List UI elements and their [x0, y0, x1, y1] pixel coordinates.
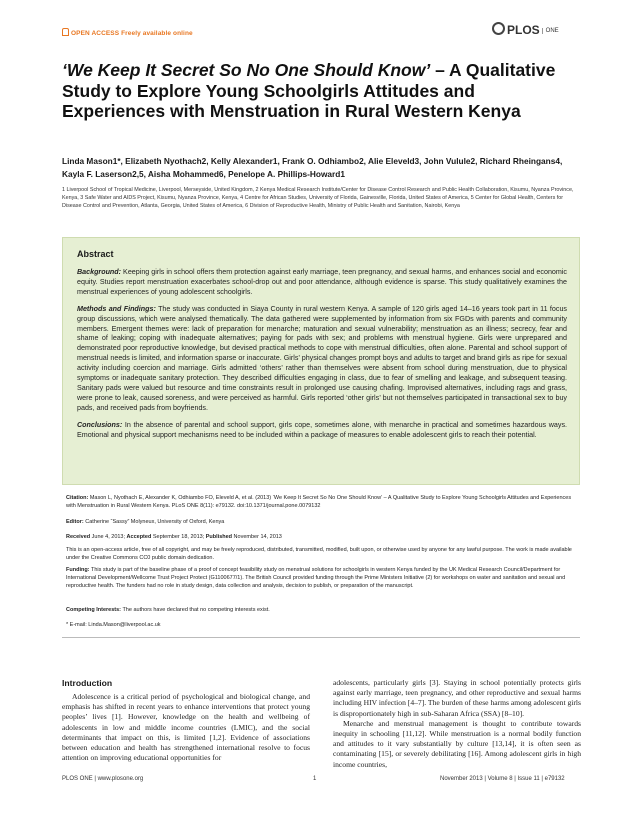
received-date: June 4, 2013; [90, 534, 127, 540]
abstract-conclusions [77, 421, 567, 441]
citation-label: Citation: [66, 495, 89, 501]
author-list: Linda Mason1*, Elizabeth Nyothach2, Kelly Alexander1, Frank O. Odhiambo2, Alie Eleveld3, John Vulule2, Richard Rheingans4, Kayla F. Laserson2,5, Aisha Mohammed6, Penelope A. Phillips-Howard1 [62, 156, 563, 179]
competing-text: The authors have declared that no competing interests exist. [121, 607, 270, 613]
funding-text: This study is part of the baseline phase of a proof of concept feasibility study on menstrual solutions for schoolgirls in western Kenya funded by the UK Medical Research Council/Department for International Development/Wellcome Trust Project Protect (G1100677/1). The British Council provided funding through the Prime Ministers Initiative (2) for workshops on water and sanitation and sexual and reproductive health. The funders had no role in study design, data collection and analysis, decision to publish, or preparation of the manuscript. [66, 567, 566, 589]
published-date: November 14, 2013 [232, 534, 282, 540]
corresponding-email[interactable]: * E-mail: Linda.Mason@liverpool.ac.uk [66, 622, 161, 628]
abstract-methods [77, 305, 567, 414]
logo-sub: ONE [542, 28, 559, 34]
editor-label: Editor: [66, 519, 84, 525]
background-text: Keeping girls in school offers them protection against early marriage, teen pregnancy, and sexual harms, and enhances social and economic equity. Studies report menstruation exacerbates school-drop out and poor attendance, although evidence is sparse. This study qualitatively examines the menstrual experiences of young adolescent schoolgirls. [77, 268, 567, 296]
intro-paragraph: Adolescence is a critical period of psychological and biological change, and emphasis has shifted in recent years to enhance interventions that protect young peoples’ lives [1]. However, knowledge on the health and wellbeing of adolescents in low and middle income countries (LMIC), and the social determinants that impact on this, is limited [1,2]. Evidence of associations between education and health has strengthened international resolve to focus attention on improving educational opportunities for [62, 692, 310, 763]
methods-label: Methods and Findings: [77, 304, 156, 313]
plos-ring-icon [492, 22, 505, 35]
conclusions-label: Conclusions: [77, 420, 123, 429]
open-lock-icon [62, 28, 69, 36]
footer-issue-info: November 2013 | Volume 8 | Issue 11 | e79132 [440, 776, 565, 782]
editor-text: Catherine “Sassy” Molyneux, University of Oxford, Kenya [83, 519, 225, 525]
intro-paragraph: Menarche and menstrual management is thought to contribute towards inequity in schooling [11,12]. While menstruation is a normal bodily function and attitudes to it vary substantially by culture [13,14], it is often seen as contaminating [15], or severely debilitating [16]. Among adolescent girls in high income countries, [333, 718, 581, 769]
abstract-body [77, 268, 567, 448]
intro-left-column [62, 692, 310, 763]
article-title [62, 60, 572, 122]
abstract-heading: Abstract [77, 249, 114, 259]
abstract-box [62, 237, 580, 485]
funding [66, 566, 578, 590]
citation [66, 494, 578, 510]
footer-page-number: 1 [313, 776, 317, 782]
competing-label: Competing Interests: [66, 607, 122, 613]
methods-text: The study was conducted in Siaya County in rural western Kenya. A sample of 120 girls aged 14–16 years took part in 11 focus group discussions, which were analysed thematically. The data gathered were supplemented by information from six FGDs with parents and community members. Emergent themes were: lack of preparation for menarche; maturation and sexual vulnerability; menstruation as an illness; secrecy, fear and shame of leaking; coping with inadequate alternatives; paying for pads with sex; and problems with menstrual hygiene. Girls were unprepared and demonstrated poor reproductive knowledge, but devised practical methods to cope with menstrual difficulties, often alone. Parental and school support of menstrual needs is limited, and information sparse or inaccurate. Girls’ physical changes prompt boys and adults to target and brand girls as ripe for sexual activity including coercion and marriage. Girls admitted ‘others’ rather than themselves were absent from school during menstruation, due to physical symptoms or inadequate sanitary protection. They described difficulties engaging in class, due to fear of smelling and leakage, and subsequent teasing. Sanitary pads were valued but resource and time constraints result in prolonged use causing chafing. Improvised alternatives, including rags and grass, were prone to leak, caused soreness, and were perceived as harmful. Girls reported ‘other girls’ but not themselves participated in transactional sex to buy pads, and received pads from boyfriends. [77, 304, 567, 412]
title-italic: ‘We Keep It Secret So No One Should Know’ [62, 60, 431, 80]
plos-logo [492, 22, 559, 37]
abstract-background [77, 268, 567, 298]
intro-paragraph: adolescents, particularly girls [3]. Staying in school potentially protects girls against early marriage, teen pregnancy, and other reproductive and sexual harms including HIV infection [4–7]. The burden of these harms among adolescent girls is disproportionately high in sub-Saharan Africa (SSA) [8–10]. [333, 678, 581, 718]
citation-text: Mason L, Nyothach E, Alexander K, Odhiambo FO, Eleveld A, et al. (2013) ‘We Keep It Secret So No One Should Know’ – A Qualitative Study to Explore Young Schoolgirls Attitudes and Experiences with Menstruation in Rural Western Kenya. PLoS ONE 8(11): e79132. doi:10.1371/journal.pone.0079132 [66, 495, 572, 509]
affiliations: 1 Liverpool School of Tropical Medicine, Liverpool, Merseyside, United Kingdom, 2 Kenya Medical Research Institute/Center for Disease Control Research and Public Health Collaboration, Kisumu, Nyanza Province, Kenya, 3 Safe Water and AIDS Project, Kisumu, Nyanza Province, Kenya, 4 Centre for African Studies, University of Florida, Gainesville, Florida, United States of America, 5 Center for Global Health, Centers for Disease Control and Prevention, Atlanta, Georgia, United States of America, 6 Division of Reproductive Health, Ministry of Public Health and Sanitation, Nairobi, Kenya [62, 187, 574, 210]
open-access-banner [62, 28, 193, 37]
intro-right-column [333, 678, 581, 770]
background-label: Background: [77, 268, 122, 276]
competing-interests [66, 606, 578, 614]
received-label: Received [66, 534, 91, 540]
dates [66, 533, 578, 541]
editor [66, 518, 578, 526]
logo-text: PLOS [507, 23, 540, 37]
footer-journal[interactable]: PLOS ONE | www.plosone.org [62, 776, 144, 782]
accepted-label: Accepted [126, 534, 152, 540]
introduction-heading: Introduction [62, 678, 113, 688]
published-label: Published [205, 534, 233, 540]
copyright: This is an open-access article, free of all copyright, and may be freely reproduced, distributed, transmitted, modified, built upon, or otherwise used by anyone for any lawful purpose. The work is made available under the Creative Commons CC0 public domain dedication. [66, 547, 572, 561]
funding-label: Funding: [66, 567, 90, 573]
meta-divider [62, 637, 580, 638]
title-rest: – A Qualitative Study to Explore Young Schoolgirls Attitudes and Experiences with Menstruation in Rural Western Kenya [62, 60, 556, 121]
conclusions-text: In the absence of parental and school support, girls cope, sometimes alone, with menarche in practical and sometimes hazardous ways. Emotional and physical support mechanisms need to be included within a package of measures to enable adolescent girls to reach their potential. [77, 420, 567, 439]
accepted-date: September 18, 2013; [151, 534, 206, 540]
open-access-label: OPEN ACCESS Freely available online [71, 30, 193, 37]
